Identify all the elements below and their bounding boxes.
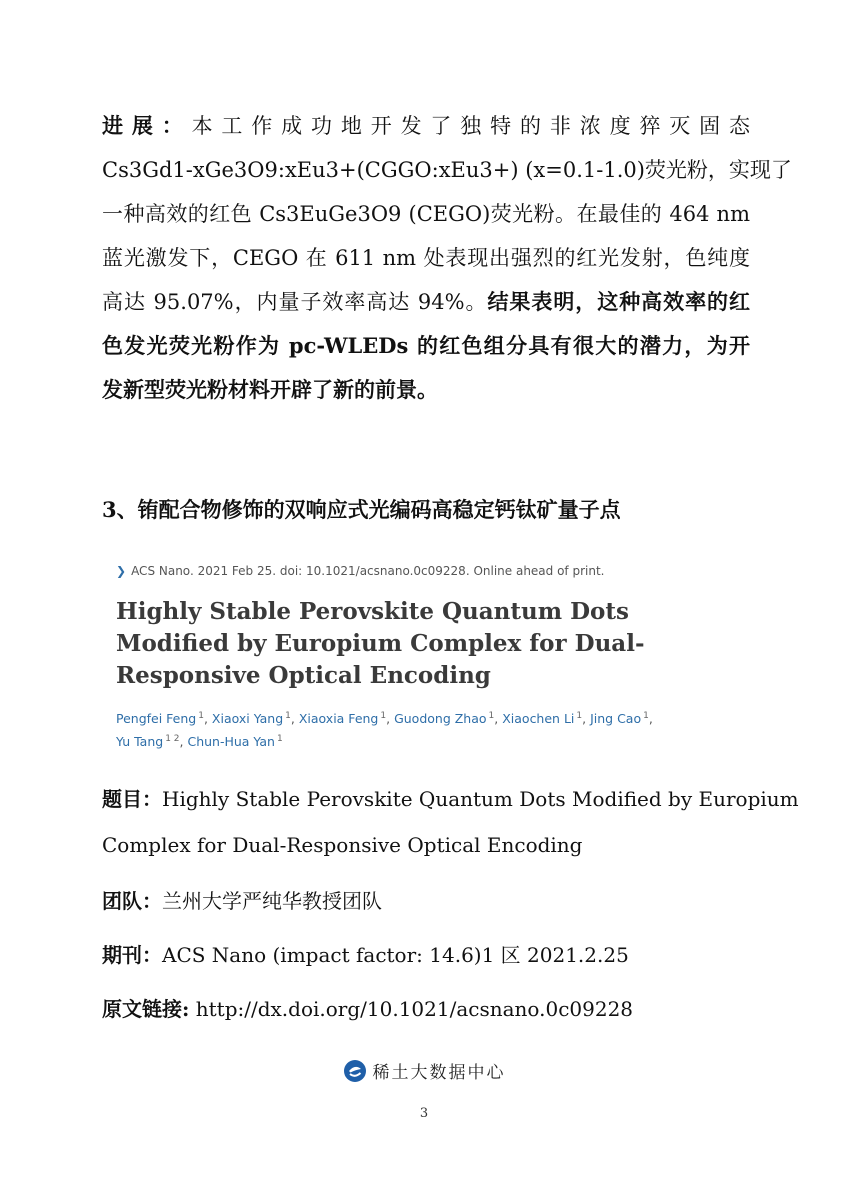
page-number: 3 — [419, 1106, 429, 1121]
meta-journal-value: ACS Nano (impact factor: 14.6)1 区 2021.2.25 — [162, 943, 629, 967]
author-affiliation[interactable]: 1 — [576, 711, 583, 721]
progress-line-1: 进展：本工作成功地开发了独特的非浓度猝灭固态 — [102, 113, 751, 138]
section-title: 3、铕配合物修饰的双响应式光编码高稳定钙钛矿量子点 — [102, 497, 621, 522]
meta-title — [102, 776, 799, 868]
meta-journal — [102, 932, 750, 978]
meta-title-value-1: Highly Stable Perovskite Quantum Dots Modified by Europium — [162, 787, 799, 811]
author-link[interactable]: Guodong Zhao — [394, 711, 487, 727]
author-separator: , — [582, 711, 591, 727]
journal-citation[interactable]: ❯ ACS Nano. 2021 Feb 25. doi: 10.1021/acsnano.0c09228. Online ahead of print. — [116, 564, 605, 578]
author-affiliation[interactable]: 1 — [285, 711, 291, 721]
meta-title-label: 题目： — [102, 787, 162, 811]
author-link[interactable]: Jing Cao — [590, 711, 642, 727]
author-affiliation[interactable]: 1 2 — [165, 734, 180, 745]
author-separator: , — [179, 734, 188, 750]
rare-earth-data-center-logo-icon — [343, 1059, 367, 1083]
author-link[interactable]: Pengfei Feng — [116, 711, 197, 727]
progress-paragraph — [102, 104, 792, 412]
progress-label: 进展： — [102, 113, 192, 138]
source-link[interactable]: http://dx.doi.org/10.1021/acsnano.0c09228 — [189, 997, 634, 1021]
author-affiliation[interactable]: 1 — [643, 711, 649, 721]
chevron-right-icon: ❯ — [116, 564, 127, 578]
progress-line-7: 发新型荧光粉材料开辟了新的前景。 — [102, 377, 438, 402]
footer — [0, 1058, 848, 1083]
meta-team-value: 兰州大学严纯华教授团队 — [162, 889, 382, 913]
author-separator: , — [648, 711, 653, 727]
progress-line-4: 蓝光激发下，CEGO 在 611 nm 处表现出强烈的红光发射，色纯度 — [102, 246, 750, 270]
author-list — [116, 706, 756, 752]
meta-journal-label: 期刊： — [102, 943, 162, 967]
author-affiliation[interactable]: 1 — [380, 711, 387, 721]
author-link[interactable]: Xiaoxi Yang — [211, 711, 284, 727]
progress-line-5: 高达 95.07%，内量子效率高达 94%。结果表明，这种高效率的红 — [102, 289, 750, 314]
author-link[interactable]: Yu Tang — [116, 734, 164, 750]
author-link[interactable]: Xiaochen Li — [502, 711, 575, 727]
footer-text: 稀土大数据中心 — [372, 1063, 506, 1083]
author-separator: , — [203, 711, 212, 727]
author-separator: , — [386, 711, 395, 727]
author-separator: , — [290, 711, 299, 727]
progress-line-2: Cs3Gd1-xGe3O9:xEu3+(CGGO:xEu3+) (x=0.1-1.0)荧光粉，实现了 — [102, 158, 792, 182]
meta-team — [102, 878, 750, 924]
meta-team-label: 团队： — [102, 889, 162, 913]
meta-link — [102, 986, 750, 1032]
author-link[interactable]: Chun-Hua Yan — [187, 734, 275, 750]
author-separator: , — [494, 711, 503, 727]
progress-line-3: 一种高效的红色 Cs3EuGe3O9 (CEGO)荧光粉。在最佳的 464 nm — [102, 202, 750, 226]
meta-link-label: 原文链接: — [102, 997, 190, 1021]
meta-title-value-2: Complex for Dual-Responsive Optical Encoding — [102, 833, 583, 857]
progress-line-6: 色发光荧光粉作为 pc-WLEDs 的红色组分具有很大的潜力，为开 — [102, 333, 750, 358]
author-affiliation[interactable]: 1 — [488, 711, 495, 721]
author-affiliation[interactable]: 1 — [276, 734, 283, 745]
article-screenshot — [116, 560, 756, 760]
author-link[interactable]: Xiaoxia Feng — [298, 711, 379, 727]
article-title: Highly Stable Perovskite Quantum Dots Modified by Europium Complex for Dual-Responsive Optical Encoding — [116, 598, 645, 689]
author-affiliation[interactable]: 1 — [198, 711, 204, 721]
